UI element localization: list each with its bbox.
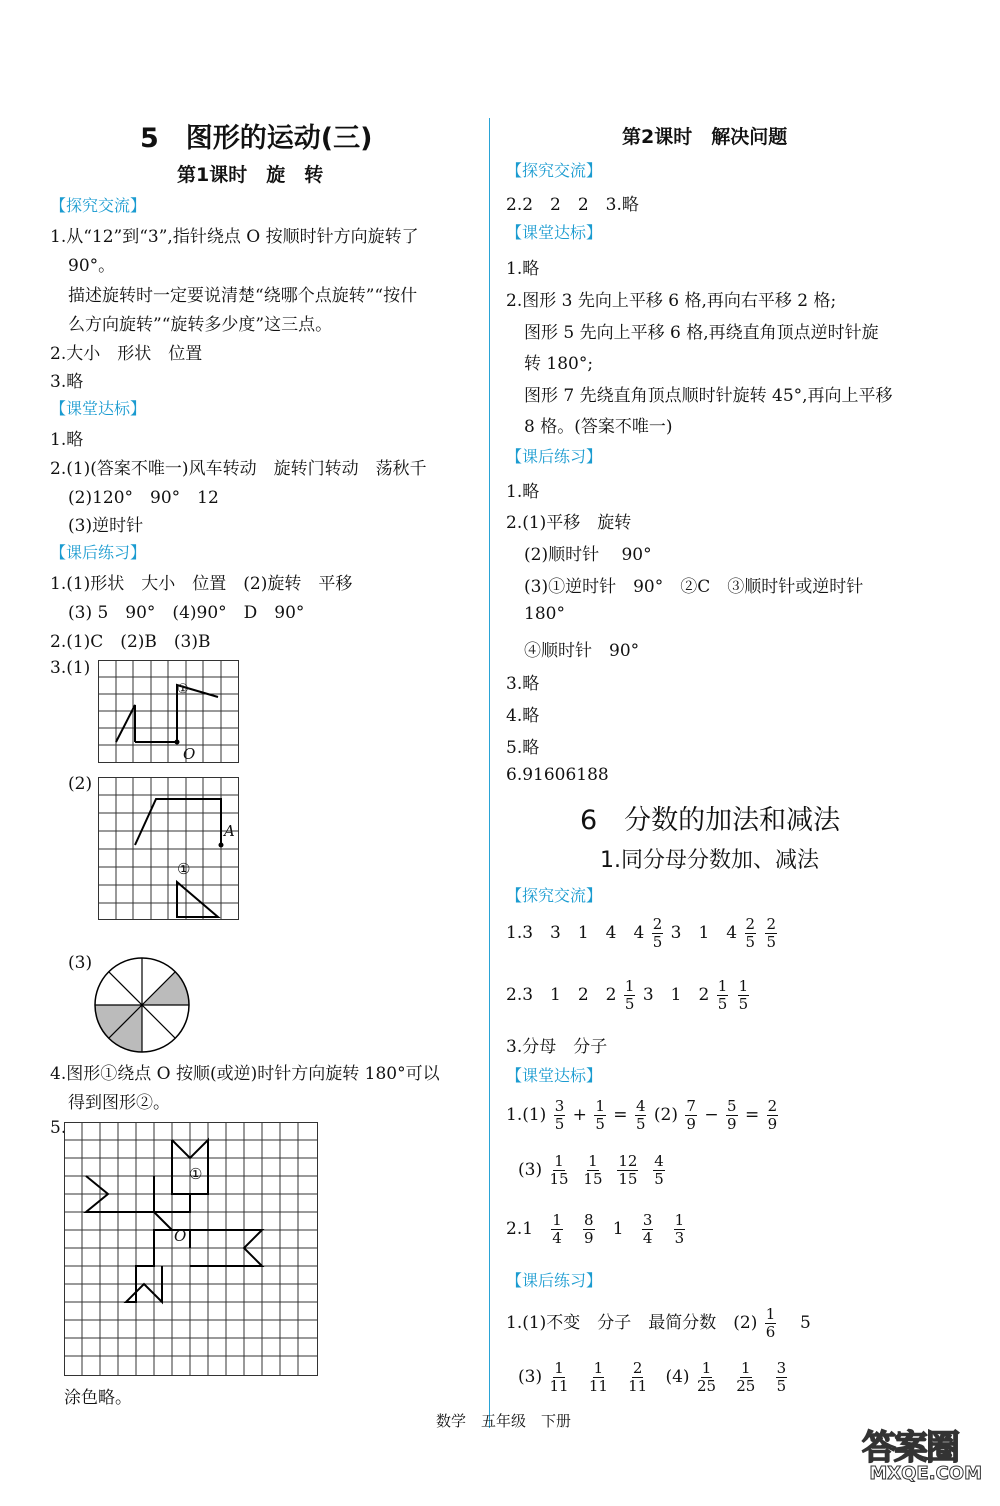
after-q4-a: 4.图形①绕点 O 按顺(或逆)时针方向旋转 180°可以	[50, 1064, 440, 1084]
fraction: $\frac{4}{5}$	[635, 1097, 646, 1133]
fraction: $\frac{1}{5}$	[595, 1097, 605, 1133]
class-q2-1: 2.(1)(答案不唯一)风车转动 旋转门转动 荡秋千	[50, 459, 427, 479]
r-after-q1: 1.略	[506, 482, 540, 502]
a1-line	[506, 1306, 811, 1341]
r-class-q2-e: 8 格。(答案不唯一)	[524, 417, 673, 437]
r-class-q2-d: 图形 7 先绕直角顶点顺时针旋转 45°,再向上平移	[524, 386, 893, 406]
op-eq: =	[744, 1105, 760, 1125]
watermark-logo	[862, 1420, 982, 1490]
op-eq: =	[613, 1105, 628, 1125]
op-plus: +	[572, 1105, 587, 1125]
fraction: $\frac{1}{5}$	[738, 977, 749, 1013]
r-after-q2-d: 180°	[524, 604, 565, 624]
fraction: $\frac{1}{4}$	[552, 1211, 562, 1247]
r-section-explore: 【探究交流】	[506, 161, 603, 180]
section-after: 【课后练习】	[50, 543, 147, 562]
c2-mid: 1	[612, 1219, 624, 1239]
explore-q1-line2: 90°。	[68, 256, 116, 276]
watermark-text: 答案圈	[862, 1428, 958, 1468]
fraction: $\frac{2}{9}$	[767, 1097, 778, 1133]
fraction: $\frac{2}{5}$	[652, 915, 663, 951]
fraction: $\frac{8}{9}$	[584, 1211, 594, 1247]
fraction: $\frac{3}{4}$	[642, 1211, 653, 1247]
r-class-q2-b: 图形 5 先向上平移 6 格,再绕直角顶点逆时针旋	[524, 323, 879, 343]
after-q3-1: 3.(1)	[50, 658, 91, 678]
fraction: $\frac{1}{15}$	[583, 1152, 603, 1188]
fraction: $\frac{1}{5}$	[624, 977, 635, 1013]
lesson-title: 第1课时 旋 转	[177, 164, 324, 186]
fraction: $\frac{12}{15}$	[618, 1152, 638, 1188]
r-after-q5: 5.略	[506, 738, 540, 758]
lesson2-title: 第2课时 解决问题	[622, 126, 788, 148]
label-circle-1-grid2: ①	[177, 860, 191, 878]
fraction: $\frac{5}{9}$	[727, 1097, 737, 1133]
c6-section-after: 【课后练习】	[506, 1271, 603, 1290]
explore-q2: 2.大小 形状 位置	[50, 344, 203, 364]
page-footer: 数学 五年级 下册	[436, 1412, 572, 1430]
e1-prefix: 1.3 3 1 4 4	[506, 923, 645, 943]
explore-q1-line1: 1.从“12”到“3”,指针绕点 O 按顺时针方向旋转了	[50, 227, 419, 247]
rotation-grid-1	[98, 660, 240, 765]
label-point-O-big: O	[174, 1227, 187, 1245]
after-q3-3: (3)	[68, 953, 93, 973]
e2-line	[506, 978, 751, 1013]
a1-line2	[518, 1360, 789, 1395]
r-class-q1: 1.略	[506, 259, 540, 279]
c1-part2: (2)	[653, 1105, 678, 1125]
label-point-O-grid1: O	[183, 745, 196, 763]
after-q5: 5.	[50, 1118, 67, 1138]
r-after-q2-e: ④顺时针 90°	[524, 641, 640, 661]
fraction: $\frac{3}{5}$	[554, 1097, 565, 1133]
class-q2-2: (2)120° 90° 12	[68, 488, 219, 508]
fraction: $\frac{1}{15}$	[549, 1152, 569, 1188]
a1-part3: (3)	[518, 1367, 543, 1387]
after-q5-end: 涂色略。	[64, 1388, 132, 1408]
label-circle-1: ①	[177, 682, 189, 697]
a1-end: 5	[799, 1313, 811, 1333]
c1-part3: (3)	[518, 1160, 543, 1180]
label-circle-1-big: ①	[189, 1165, 203, 1183]
column-divider	[489, 118, 490, 1428]
c1-prefix: 1.(1)	[506, 1105, 547, 1125]
r-section-class: 【课堂达标】	[506, 223, 603, 242]
a1-prefix: 1.(1)不变 分子 最简分数 (2)	[506, 1313, 758, 1333]
r-explore-q: 2.2 2 2 3.略	[506, 195, 639, 215]
label-point-A: A	[224, 822, 235, 840]
rotation-grid-big	[64, 1122, 320, 1378]
class-q2-3: (3)逆时针	[68, 516, 144, 536]
r-after-q2-c: (3)①逆时针 90° ②C ③顺时针或逆时针	[524, 577, 864, 597]
fraction: $\frac{2}{11}$	[628, 1359, 648, 1395]
fraction: $\frac{1}{3}$	[674, 1211, 685, 1247]
after-q3-2: (2)	[68, 774, 93, 794]
chapter6-title: 6 分数的加法和减法	[580, 805, 841, 836]
class-q1: 1.略	[50, 430, 84, 450]
fraction: $\frac{7}{9}$	[686, 1097, 696, 1133]
e1-line	[506, 916, 779, 951]
explore-q1-line3: 描述旋转时一定要说清楚“绕哪个点旋转”“按什	[68, 286, 418, 306]
fraction: $\frac{3}{5}$	[776, 1359, 787, 1395]
r-after-q4: 4.略	[506, 706, 540, 726]
fraction: $\frac{1}{11}$	[549, 1359, 569, 1395]
e2-mid: 3 1 2	[642, 985, 710, 1005]
after-q4-b: 得到图形②。	[68, 1093, 170, 1113]
e2-prefix: 2.3 1 2 2	[506, 985, 617, 1005]
fraction: $\frac{1}{25}$	[736, 1359, 756, 1395]
c2-line	[506, 1212, 687, 1247]
fraction: $\frac{2}{5}$	[745, 915, 756, 951]
c6-section-explore: 【探究交流】	[506, 886, 603, 905]
a1-part4: (4)	[665, 1367, 690, 1387]
after-q1-b: (3) 5 90° (4)90° D 90°	[68, 603, 305, 623]
chapter-title: 5 图形的运动(三)	[140, 123, 373, 154]
c1-line3	[518, 1153, 667, 1188]
explore-q1-line4: 么方向旋转”“旋转多少度”这三点。	[68, 315, 333, 335]
watermark-url: MXQE.COM	[869, 1463, 982, 1484]
after-q1-a: 1.(1)形状 大小 位置 (2)旋转 平移	[50, 574, 353, 594]
r-after-q3: 3.略	[506, 674, 540, 694]
sub6-title: 1.同分母分数加、减法	[600, 848, 819, 873]
after-q2: 2.(1)C (2)B (3)B	[50, 632, 211, 652]
fraction: $\frac{1}{25}$	[696, 1359, 717, 1395]
r-class-q2-a: 2.图形 3 先向上平移 6 格,再向右平移 2 格;	[506, 291, 837, 311]
c6-section-class: 【课堂达标】	[506, 1066, 603, 1085]
op-minus: −	[704, 1105, 719, 1125]
fraction: $\frac{1}{11}$	[588, 1359, 608, 1395]
r-after-q6: 6.91606188	[506, 765, 609, 785]
fraction: $\frac{1}{5}$	[717, 977, 728, 1013]
r-class-q2-c: 转 180°;	[524, 354, 594, 374]
r-after-q2-b: (2)顺时针 90°	[524, 545, 652, 565]
explore-q3: 3.略	[50, 372, 84, 392]
fraction: $\frac{2}{5}$	[766, 915, 777, 951]
c1-line	[506, 1098, 780, 1133]
c2-prefix: 2.1	[506, 1219, 534, 1239]
shaded-circle	[94, 957, 190, 1053]
fraction: $\frac{1}{6}$	[765, 1305, 776, 1341]
fraction: $\frac{4}{5}$	[654, 1152, 664, 1188]
section-explore: 【探究交流】	[50, 196, 147, 215]
rotation-grid-2	[98, 777, 240, 922]
e3: 3.分母 分子	[506, 1037, 608, 1057]
r-after-q2-a: 2.(1)平移 旋转	[506, 513, 632, 533]
section-class: 【课堂达标】	[50, 399, 147, 418]
r-section-after: 【课后练习】	[506, 447, 603, 466]
e1-mid: 3 1 4	[670, 923, 738, 943]
